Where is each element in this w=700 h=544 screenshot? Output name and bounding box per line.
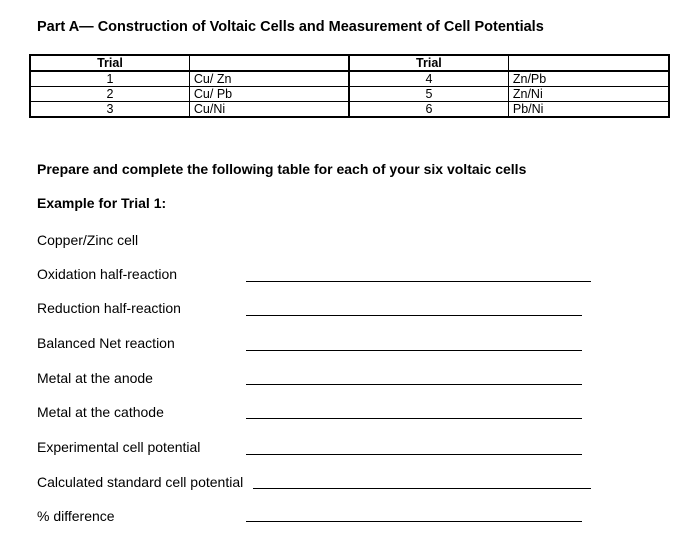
table-header-row <box>30 55 669 71</box>
cell-pair: Zn/Pb <box>508 71 669 87</box>
field-label-percent-difference: % difference <box>37 508 115 524</box>
cell-name: Copper/Zinc cell <box>37 232 139 248</box>
instructions-heading: Prepare and complete the following table for each of your six voltaic cells <box>37 161 527 177</box>
field-label-reduction: Reduction half-reaction <box>37 300 181 316</box>
cell-pair: Cu/Ni <box>189 102 349 118</box>
trial-header-right: Trial <box>349 55 508 71</box>
cell-pair: Pb/Ni <box>508 102 669 118</box>
answer-line-anode[interactable] <box>246 384 582 385</box>
table-row <box>30 102 669 118</box>
answer-line-calculated-potential[interactable] <box>253 488 591 489</box>
field-label-cathode: Metal at the cathode <box>37 404 164 420</box>
cell-pair: Cu/ Pb <box>189 87 349 102</box>
example-heading: Example for Trial 1: <box>37 195 167 211</box>
cell-pair: Zn/Ni <box>508 87 669 102</box>
trial-number: 2 <box>30 87 189 102</box>
table-row <box>30 87 669 102</box>
field-label-calculated-potential: Calculated standard cell potential <box>37 474 244 490</box>
trial-header-left: Trial <box>30 55 189 71</box>
field-label-anode: Metal at the anode <box>37 370 153 386</box>
field-label-experimental-potential: Experimental cell potential <box>37 439 201 455</box>
answer-line-net-reaction[interactable] <box>246 350 582 351</box>
trial-number: 4 <box>349 71 508 87</box>
answer-line-oxidation[interactable] <box>246 281 591 282</box>
answer-line-percent-difference[interactable] <box>246 521 582 522</box>
cell-header-left <box>189 55 349 71</box>
answer-line-cathode[interactable] <box>246 418 582 419</box>
trial-number: 3 <box>30 102 189 118</box>
cell-header-right <box>508 55 669 71</box>
trial-number: 5 <box>349 87 508 102</box>
page-title: Part A— Construction of Voltaic Cells and Measurement of Cell Potentials <box>37 19 544 35</box>
field-label-oxidation: Oxidation half-reaction <box>37 266 178 282</box>
answer-line-reduction[interactable] <box>246 315 582 316</box>
trials-table <box>29 54 670 118</box>
trial-number: 6 <box>349 102 508 118</box>
table-row <box>30 71 669 87</box>
cell-pair: Cu/ Zn <box>189 71 349 87</box>
answer-line-experimental-potential[interactable] <box>246 454 582 455</box>
field-label-net-reaction: Balanced Net reaction <box>37 335 175 351</box>
trial-number: 1 <box>30 71 189 87</box>
